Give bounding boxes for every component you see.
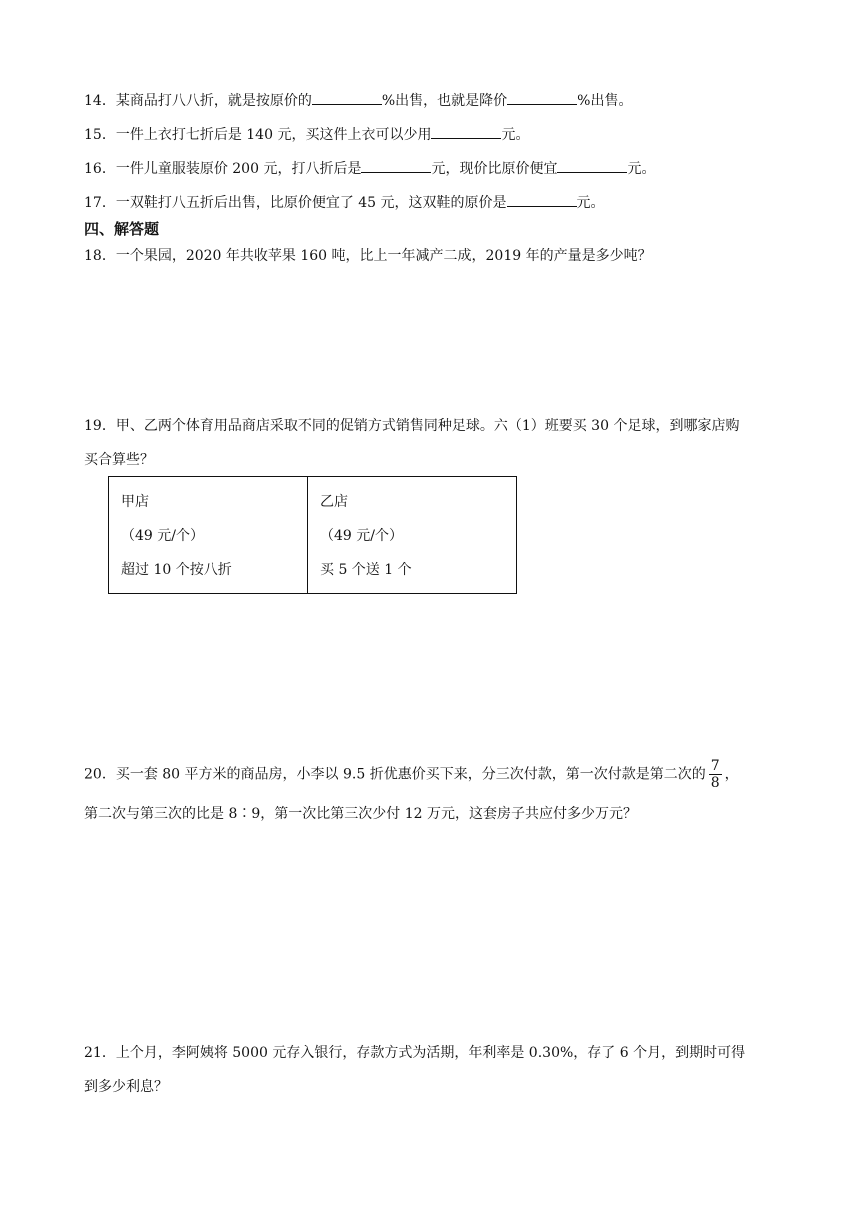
question-text: 买一套 80 平方米的商品房，小李以 9.5 折优惠价买下来，分三次付款，第一次付款是第二次的 [115, 766, 706, 783]
question-19-line-2: 买合算些？ [84, 452, 154, 468]
question-text: 一件上衣打七折后是 140 元，买这件上衣可以少用 [115, 127, 432, 143]
question-14 [84, 89, 632, 111]
question-19-line-1 [84, 416, 739, 436]
question-number: 14． [84, 93, 116, 109]
question-20-line-2: 第二次与第三次的比是 8∶9，第一次比第三次少付 12 万元，这套房子共应付多少万元？ [84, 806, 637, 822]
question-21-line-1 [84, 1043, 745, 1063]
question-number: 21． [84, 1045, 116, 1061]
fraction-seven-eighths [709, 758, 722, 791]
store-a-price: （49 元/个） [121, 528, 204, 544]
question-text: 某商品打八八折，就是按原价的 [115, 93, 312, 109]
question-text: 上个月，李阿姨将 5000 元存入银行，存款方式为活期，年利率是 0.30%，存了 6 个月，到期时可得 [115, 1045, 746, 1061]
question-15 [84, 123, 529, 145]
question-number: 18． [84, 248, 116, 264]
fraction-numerator: 7 [710, 758, 720, 774]
answer-blank[interactable] [312, 89, 382, 105]
store-b-name: 乙店 [320, 494, 348, 510]
promotion-table [108, 476, 517, 594]
fraction-denominator: 8 [710, 775, 720, 791]
question-21-line-2: 到多少利息？ [84, 1079, 168, 1095]
store-a-cell [109, 477, 308, 594]
answer-blank[interactable] [507, 89, 577, 105]
store-b-price: （49 元/个） [320, 528, 403, 544]
question-number: 16． [84, 161, 116, 177]
store-a-offer: 超过 10 个按八折 [121, 562, 232, 578]
question-number: 15． [84, 127, 116, 143]
question-number: 17． [84, 195, 116, 211]
question-17 [84, 191, 605, 213]
question-text: 元。 [576, 195, 605, 211]
question-number: 20． [84, 766, 116, 783]
question-number: 19． [84, 418, 116, 434]
table-row [109, 477, 517, 594]
question-text: 一双鞋打八五折后出售，比原价便宜了 45 元，这双鞋的原价是 [115, 195, 507, 211]
question-text: 甲、乙两个体育用品商店采取不同的促销方式销售同种足球。六（1）班要买 30 个足球，到哪家店购 [115, 418, 740, 434]
section-heading: 四、解答题 [84, 220, 160, 238]
question-16 [84, 157, 655, 179]
answer-blank[interactable] [361, 157, 431, 173]
question-18 [84, 246, 652, 266]
question-text: 元。 [627, 161, 656, 177]
question-text: %出售。 [577, 93, 633, 109]
question-text: %出售，也就是降价 [381, 93, 508, 109]
store-b-cell [308, 477, 517, 594]
answer-blank[interactable] [557, 157, 627, 173]
question-text: 一件儿童服装原价 200 元，打八折后是 [115, 161, 362, 177]
question-text: 一个果园，2020 年共收苹果 160 吨，比上一年减产二成，2019 年的产量是多少吨？ [115, 248, 652, 264]
question-20-line-1 [84, 758, 739, 791]
question-text: 元，现价比原价便宜 [431, 161, 558, 177]
store-b-offer: 买 5 个送 1 个 [320, 562, 412, 578]
question-text: 元。 [501, 127, 530, 143]
answer-blank[interactable] [431, 123, 501, 139]
question-text: ， [724, 766, 739, 783]
store-a-name: 甲店 [121, 494, 149, 510]
answer-blank[interactable] [507, 191, 577, 207]
